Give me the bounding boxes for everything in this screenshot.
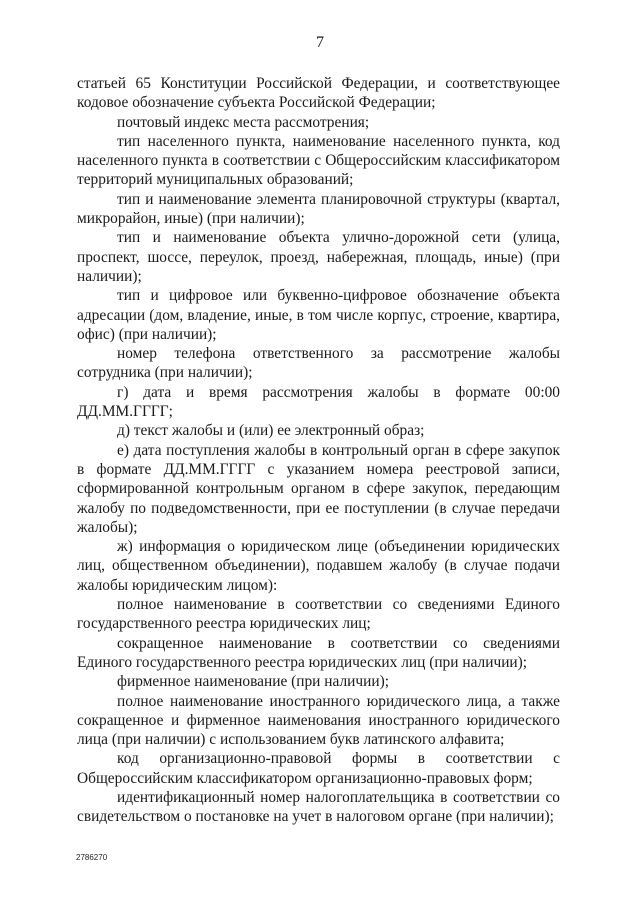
paragraph: почтовый индекс места рассмотрения; (117, 113, 370, 131)
paragraph: полное наименование в соответствии со сведениями Единого государственного реестра юридических лиц; (77, 596, 560, 633)
paragraph: г) дата и время рассмотрения жалобы в формате 00:00 ДД.ММ.ГГГГ; (77, 383, 560, 421)
document-body (77, 74, 560, 827)
paragraph: тип и наименование элемента планировочной структуры (квартал, микрорайон, иные) (при наличии); (77, 190, 560, 228)
paragraph: сокращенное наименование в соответствии со сведениями Единого государственного реестра юридических лиц (при наличии); (77, 634, 560, 671)
paragraph: код организационно-правовой формы в соответствии с Общероссийским классификатором организационно-правовых форм; (77, 750, 560, 787)
paragraph: фирменное наименование (при наличии); (117, 673, 390, 691)
paragraph: ж) информация о юридическом лице (объединении юридических лиц, общественном объединении), подавшем жалобу (в случае подачи жалобы юридическим лицом): (77, 538, 560, 594)
paragraph: е) дата поступления жалобы в контрольный орган в сфере закупок в формате ДД.ММ.ГГГГ с указанием номера реестровой записи, сформированной контрольным органом в сфере закупок, передающим жалобу по подведомственности, при ее поступлении (в случае передачи жалобы); (77, 441, 560, 536)
paragraph: д) текст жалобы и (или) ее электронный образ; (117, 422, 425, 440)
page-number: 7 (316, 34, 324, 51)
document-id: 2786270 (76, 853, 108, 862)
paragraph: полное наименование иностранного юридического лица, а также сокращенное и фирменное наименования иностранного юридического лица (при наличии) с использованием букв латинского алфавита; (77, 692, 560, 749)
paragraph: тип населенного пункта, наименование населенного пункта, код населенного пункта в соответствии с Общероссийским классификатором территорий муниципальных образований; (77, 132, 560, 189)
paragraph: статьей 65 Конституции Российской Федерации, и соответствующее кодовое обозначение субъекта Российской Федерации; (77, 75, 560, 112)
paragraph: тип и цифровое или буквенно-цифровое обозначение объекта адресации (дом, владение, иные, в том числе корпус, строение, квартира, офис) (при наличии); (77, 287, 560, 343)
paragraph: номер телефона ответственного за рассмотрение жалобы сотрудника (при наличии); (77, 345, 560, 382)
paragraph: идентификационный номер налогоплательщика в соответствии со свидетельством о постановке на учет в налоговом органе (при наличии); (77, 788, 560, 826)
paragraph: тип и наименование объекта улично-дорожной сети (улица, проспект, шоссе, переулок, проезд, набережная, площадь, иные) (при наличии); (77, 229, 560, 285)
